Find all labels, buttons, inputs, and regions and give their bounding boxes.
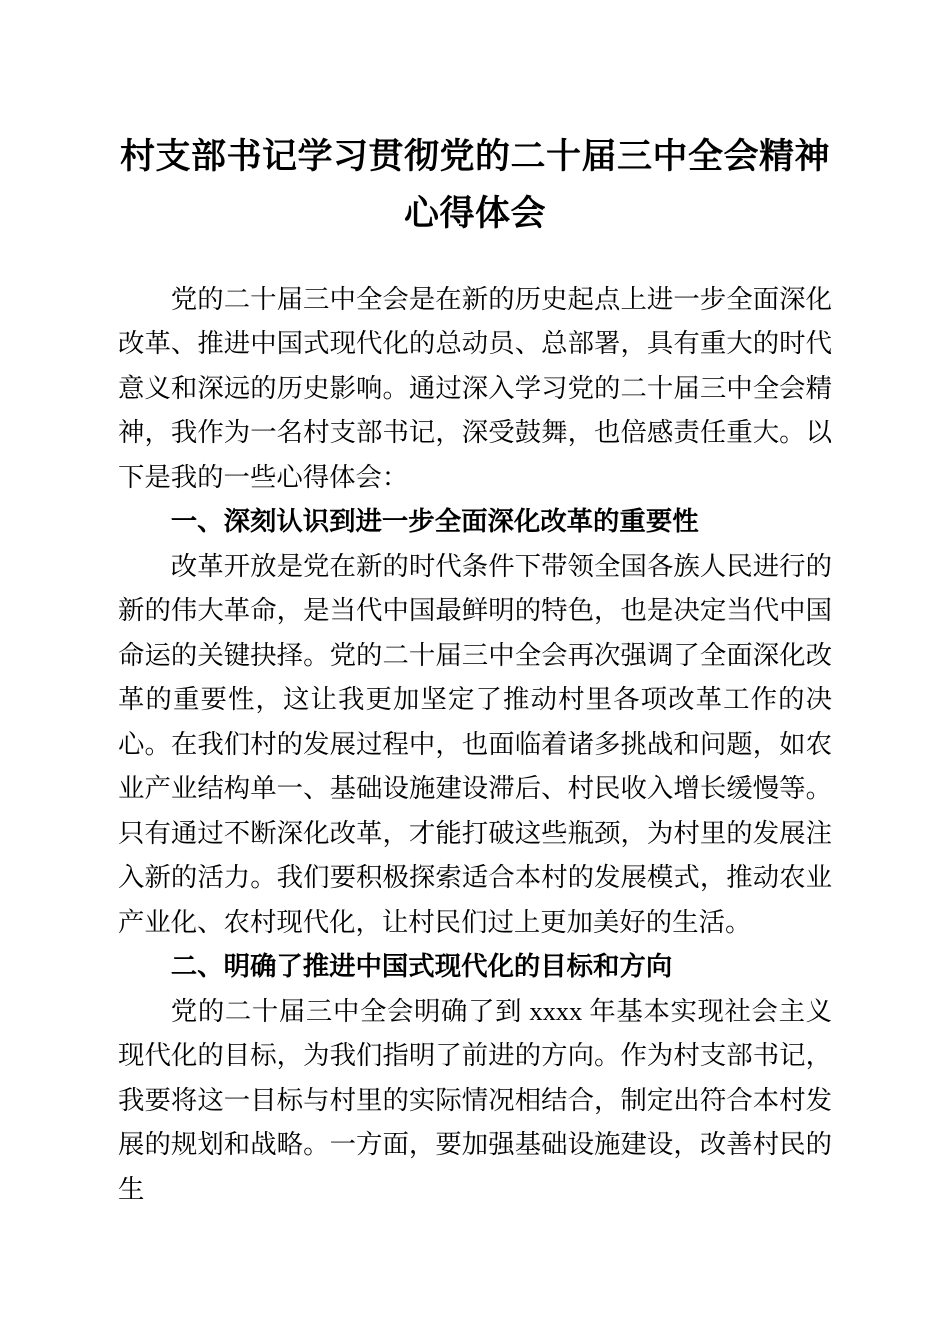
section-heading: 二、明确了推进中国式现代化的目标和方向 bbox=[170, 951, 673, 982]
document-body bbox=[118, 277, 832, 1212]
body-paragraph: 改革开放是党在新的时代条件下带领全国各族人民进行的新的伟大革命，是当代中国最鲜明的特色，也是决定当代中国命运的关键抉择。党的二十届三中全会再次强调了全面深化改革的重要性，这让我更加坚定了推动村里各项改革工作的决心。在我们村的发展过程中，也面临着诸多挑战和问题，如农业产业结构单一、基础设施建设滞后、村民收入增长缓慢等。只有通过不断深化改革，才能打破这些瓶颈，为村里的发展注入新的活力。我们要积极探索适合本村的发展模式，推动农业产业化、农村现代化，让村民们过上更加美好的生活。 bbox=[118, 550, 832, 937]
document-title: 村支部书记学习贯彻党的二十届三中全会精神心得体会 bbox=[119, 137, 830, 233]
body-paragraph: 党的二十届三中全会明确了到 xxxx 年基本实现社会主义现代化的目标，为我们指明了前进的方向。作为村支部书记，我要将这一目标与村里的实际情况相结合，制定出符合本村发展的规划和战略。一方面，要加强基础设施建设，改善村民的生 bbox=[118, 995, 832, 1204]
body-paragraph: 党的二十届三中全会是在新的历史起点上进一步全面深化改革、推进中国式现代化的总动员、总部署，具有重大的时代意义和深远的历史影响。通过深入学习党的二十届三中全会精神，我作为一名村支部书记，深受鼓舞，也倍感责任重大。以下是我的一些心得体会： bbox=[118, 283, 832, 492]
section-heading: 一、深刻认识到进一步全面深化改革的重要性 bbox=[170, 506, 699, 537]
